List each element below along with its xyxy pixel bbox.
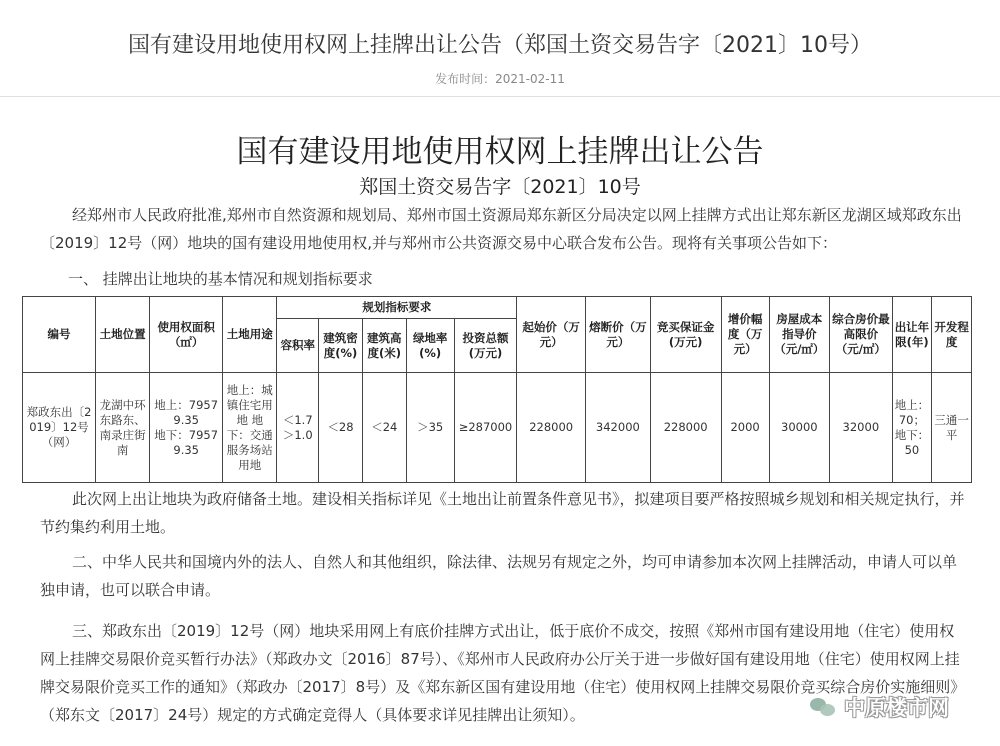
cell-start-price: 228000 [517, 373, 586, 483]
cell-increment: 2000 [721, 373, 769, 483]
cell-area [150, 373, 223, 483]
cell-area-above: 地上：79579.35 [154, 397, 219, 427]
cell-far [277, 373, 319, 483]
header-location: 土地位置 [95, 297, 149, 373]
cell-height: ＜24 [362, 373, 406, 483]
document-number: 郑国土资交易告字〔2021〕10号 [359, 176, 641, 198]
page-title: 国有建设用地使用权网上挂牌出让公告（郑国土资交易告字〔2021〕10号） [128, 33, 872, 58]
cell-cap-price: 342000 [586, 373, 651, 483]
header-cap-price: 熔断价（万元） [586, 297, 651, 373]
cell-location: 龙湖中环东路东、南录庄街南 [95, 373, 149, 483]
header-term: 出让年限(年) [892, 297, 932, 373]
document-title: 国有建设用地使用权网上挂牌出让公告 [236, 134, 764, 170]
section-3-paragraph: 三、郑政东出〔2019〕12号（网）地块采用网上有底价挂牌方式出让，低于底价不成交，按照《郑州市国有建设用地（住宅）使用权网上挂牌交易限价竞买暂行办法》（郑政办文〔2016〕87号）、《郑州市人民政府办公厅关于进一步做好国有建设用地（住宅）使用权网上挂牌交易限价竞买工作的通知》（郑政办〔2017〕8号）及《郑东新区国有建设用地（住宅）使用权网上挂牌交易限价竞买综合房价实施细则》（郑东文〔2017〕24号）规定的方式确定竞得人（具体要求详见挂牌出让须知）。 [40, 622, 960, 724]
header-max-price: 综合房价最高限价（元/㎡） [830, 297, 893, 373]
section-2-paragraph: 二、中华人民共和国境内外的法人、自然人和其他组织，除法律、法规另有规定之外，均可申请参加本次网上挂牌活动，申请人可以单独申请，也可以联合申请。 [40, 553, 958, 599]
header-dev: 开发程度 [932, 297, 972, 373]
cell-use: 地上：城镇住宅用地 地下：交通服务场站用地 [223, 373, 277, 483]
cell-invest: ≥287000 [454, 373, 517, 483]
cell-deposit: 228000 [650, 373, 721, 483]
cell-area-below: 地下：79579.35 [154, 427, 219, 457]
header-increment: 增价幅度（万元） [721, 297, 769, 373]
header-area: 使用权面积（㎡） [150, 297, 223, 373]
header-divider [0, 96, 1000, 97]
watermark [810, 692, 949, 722]
header-invest: 投资总额(万元) [454, 319, 517, 373]
publish-label: 发布时间： [435, 72, 496, 86]
cell-id: 郑政东出〔2019〕12号（网） [23, 373, 96, 483]
after-table-paragraph: 此次网上出让地块为政府储备土地。建设相关指标详见《土地出让前置条件意见书》，拟建项目要严格按照城乡规划和相关规定执行，并节约集约利用土地。 [40, 490, 965, 536]
cell-green: ＞35 [406, 373, 454, 483]
header-deposit: 竞买保证金(万元) [650, 297, 721, 373]
header-cost-price: 房屋成本指导价（元/㎡） [769, 297, 829, 373]
cell-dev: 三通一平 [932, 373, 972, 483]
cell-max-price: 32000 [830, 373, 893, 483]
header-planning-group: 规划指标要求 [277, 297, 517, 319]
cell-term: 地上：70；地下：50 [892, 373, 932, 483]
header-green: 绿地率(%) [406, 319, 454, 373]
publish-date: 2021-02-11 [495, 72, 565, 86]
header-height: 建筑高度(米) [362, 319, 406, 373]
cell-far-min: ＞1.0 [282, 427, 313, 442]
watermark-text: 中原楼市网 [844, 696, 949, 720]
publish-time [0, 70, 1000, 87]
land-info-table [22, 296, 972, 483]
cell-cost-price: 30000 [769, 373, 829, 483]
table-row [23, 373, 972, 483]
cell-far-max: ＜1.7 [282, 412, 313, 427]
header-start-price: 起始价（万元） [517, 297, 586, 373]
intro-paragraph: 经郑州市人民政府批准,郑州市自然资源和规划局、郑州市国土资源局郑东新区分局决定以网上挂牌方式出让郑东新区龙湖区域郑政东出〔2019〕12号（网）地块的国有建设用地使用权,并与郑州市公共资源交易中心联合发布公告。现将有关事项公告如下： [40, 206, 962, 252]
header-use: 土地用途 [223, 297, 277, 373]
header-id: 编号 [23, 297, 96, 373]
header-density: 建筑密度(%) [319, 319, 363, 373]
header-far: 容积率 [277, 319, 319, 373]
cell-density: ＜28 [319, 373, 363, 483]
wechat-icon [810, 696, 838, 718]
section-1-heading: 一、 挂牌出让地块的基本情况和规划指标要求 [68, 270, 373, 288]
